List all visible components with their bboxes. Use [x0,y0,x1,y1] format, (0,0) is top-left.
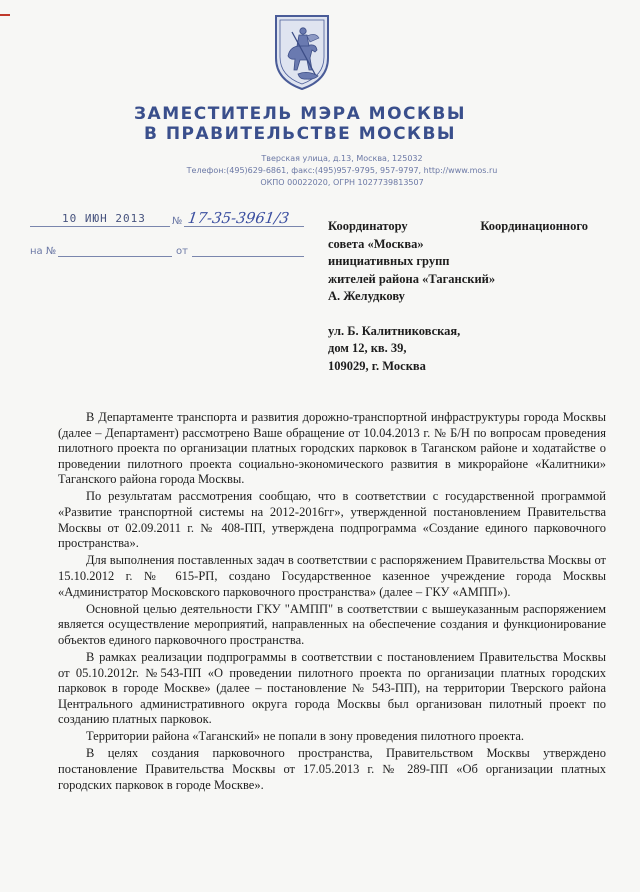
addressee-line: жителей района «Таганский» [328,271,496,286]
addressee-name: А. Желудкову [328,289,405,303]
address-city: 109029, г. Москва [328,358,426,373]
scan-corner-mark [0,14,10,16]
reg-number-label: № [172,216,183,227]
letter-body [58,410,606,795]
header-phone-fax: Телефон:(495)629-6861, факс:(495)957-9795, 957-9797, http://www.mos.ru [186,166,498,175]
header-title-line2: В ПРАВИТЕЛЬСТВЕ МОСКВЫ [143,124,457,144]
addressee-line: инициативных групп [328,254,450,268]
body-paragraph: В Департаменте транспорта и развития дорожно-транспортной инфраструктуры города Москвы (далее – Департамент) рассмотрено Ваше обращение от 10.04.2013 г. № Б/Н по вопросам проведения пилотного проекта по организации платных городских парковок в Таганском районе и ходатайстве о проведении пилотного проекта социально-экономического развития в микрорайоне «Калитники» Таганского района города Москвы. [58,410,606,487]
body-paragraph: В рамках реализации подпрограммы в соответствии с постановлением Правительства Москвы от 05.10.2012г. №543-ПП «О проведении пилотного проекта по организации платных городских парковок в городе Москве» (далее – постановление № 543-ПП), на территории Тверского района Центрального административного округа города Москвы был организован пилотный проект по созданию платных парковок. [58,649,606,727]
ref-from-line [192,256,304,257]
address-street: ул. Б. Калитниковская, [328,323,461,338]
ref-from-label: от [176,246,188,257]
body-paragraph: В целях создания парковочного пространства, Правительством Москвы утверждено постановление Правительства Москвы от 17.05.2013 г. № 289-ПП «Об организации платных городских парковок в городе Москве». [58,746,606,792]
reg-number-handwritten: 17-35-3961/3 [186,209,291,227]
body-paragraph: Территории района «Таганский» не попали в зону проведения пилотного проекта. [86,729,525,744]
moscow-coat-of-arms-icon [270,12,334,92]
header-okpo-ogrn: ОКПО 00022020, ОГРН 1027739813507 [260,178,424,187]
header-address: Тверская улица, д.13, Москва, 125032 [261,154,423,163]
ref-number-label: на № [30,246,57,257]
reg-date-line [30,226,170,227]
ref-number-line [58,256,172,257]
addressee-line: совета «Москва» [328,236,424,251]
reg-date-stamp: 10 ИЮН 2013 [62,212,146,225]
body-paragraph: По результатам рассмотрения сообщаю, что в соответствии с государственной программой «Развитие транспортной системы на 2012-2016гг», утвержденной постановлением Правительства Москвы от 02.09.2011 г. № 408-ПП, утверждена подпрограмма «Создание единого парковочного пространства». [58,489,606,551]
header-title-line1: ЗАМЕСТИТЕЛЬ МЭРА МОСКВЫ [133,104,466,124]
address-house: дом 12, кв. 39, [328,341,407,355]
body-paragraph: Основной целью деятельности ГКУ "АМПП" в соответствии с вышеуказанным распоряжением является осуществление мероприятий, направленных на обеспечение создания и функционирование объектов единого парковочного пространства. [58,601,606,647]
addressee-block [328,218,588,375]
addressee-line: Координатору Координационного [328,219,588,233]
body-paragraph: Для выполнения поставленных задач в соответствии с распоряжением Правительства Москвы от 15.10.2012 г. № 615-РП, создано Государственное казенное учреждение города Москвы «Администратор Московского парковочного пространства» (далее – ГКУ «АМПП»). [58,553,606,599]
